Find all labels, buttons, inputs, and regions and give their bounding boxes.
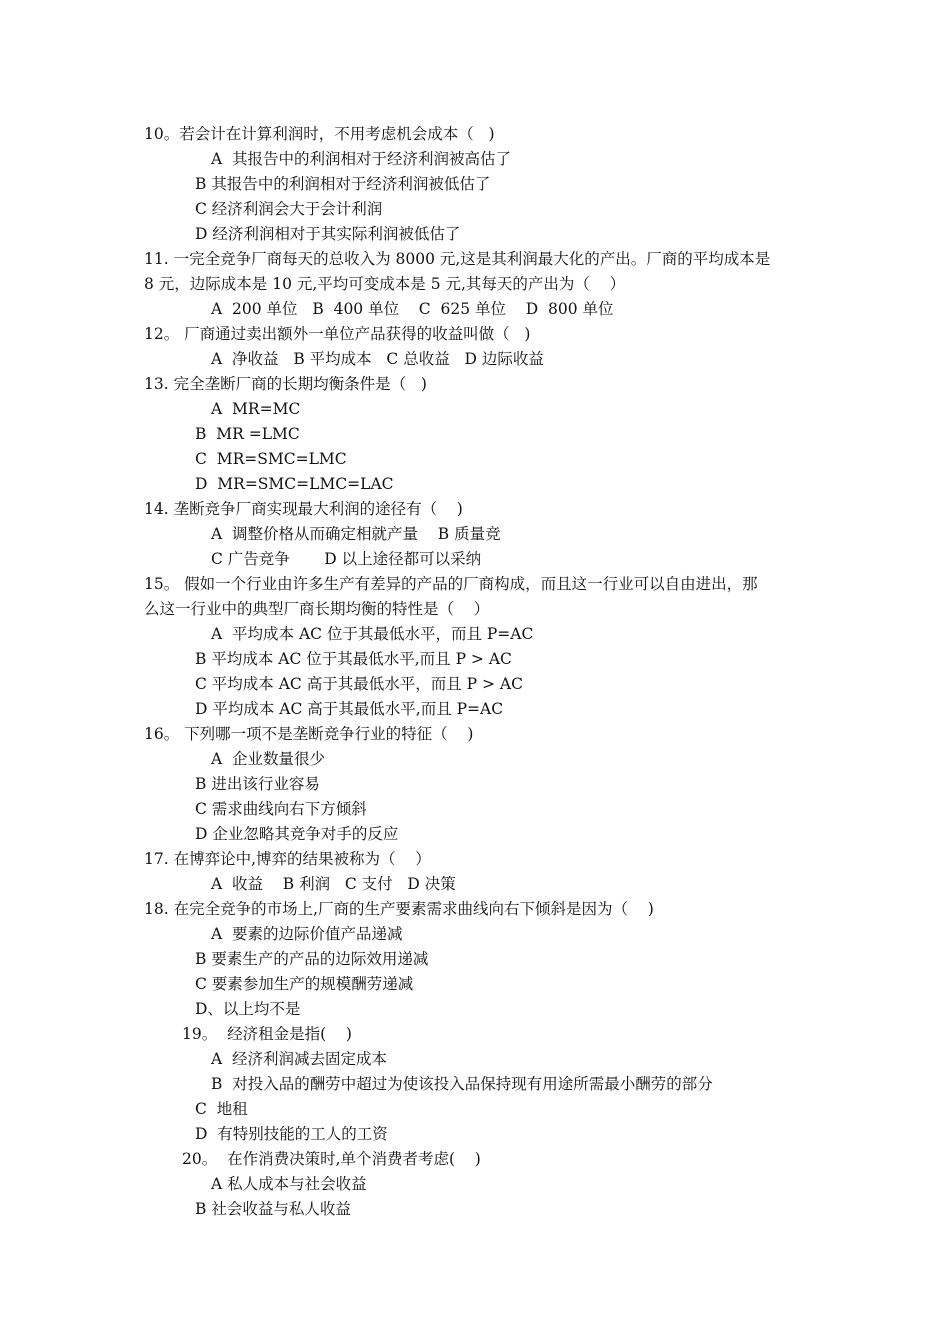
text-line: 17. 在博弈论中,博弈的结果被称为（ ） [144, 850, 431, 868]
text-line: 11. 一完全竞争厂商每天的总收入为 8000 元,这是其利润最大化的产出。厂商的平均成本是 [144, 250, 771, 268]
text-line: A 企业数量很少 [211, 750, 326, 768]
text-line: 20。 在作消费决策时,单个消费者考虑( ) [182, 1150, 481, 1168]
text-line: A 其报告中的利润相对于经济利润被高估了 [211, 150, 512, 168]
text-line: B 进出该行业容易 [195, 775, 320, 793]
text-line: B 平均成本 AC 位于其最低水平,而且 P > AC [195, 650, 512, 668]
text-line: C 需求曲线向右下方倾斜 [195, 800, 367, 818]
document-page [0, 122, 950, 1222]
text-line: B 对投入品的酬劳中超过为使该投入品保持现有用途所需最小酬劳的部分 [211, 1075, 713, 1093]
text-line: B 其报告中的利润相对于经济利润被低估了 [195, 175, 491, 193]
text-line: D 企业忽略其竞争对手的反应 [195, 825, 399, 843]
text-line: 10。若会计在计算利润时，不用考虑机会成本（ ) [144, 125, 495, 143]
text-line: C 地租 [195, 1100, 248, 1118]
text-line: A 调整价格从而确定相就产量 B 质量竞 [211, 525, 501, 543]
text-line: 19。 经济租金是指( ) [182, 1025, 352, 1043]
text-line: 么这一行业中的典型厂商长期均衡的特性是（ ） [144, 600, 490, 618]
text-line: 18. 在完全竞争的市场上,厂商的生产要素需求曲线向右下倾斜是因为（ ) [144, 900, 654, 918]
text-line: 8 元，边际成本是 10 元,平均可变成本是 5 元,其每天的产出为（ ） [144, 275, 626, 293]
text-line: C 要素参加生产的规模酬劳递减 [195, 975, 414, 993]
text-line: 12。 厂商通过卖出额外一单位产品获得的收益叫做（ ) [144, 325, 531, 343]
text-line: A 经济利润减去固定成本 [211, 1050, 388, 1068]
text-line: A 净收益 B 平均成本 C 总收益 D 边际收益 [211, 350, 544, 368]
text-line: 16。 下列哪一项不是垄断竞争行业的特征（ ) [144, 725, 474, 743]
text-line: D、以上均不是 [195, 1000, 301, 1018]
text-line: C 平均成本 AC 高于其最低水平，而且 P > AC [195, 675, 523, 693]
text-line: A 收益 B 利润 C 支付 D 决策 [211, 875, 456, 893]
text-line: D 有特别技能的工人的工资 [195, 1125, 388, 1143]
text-line: A 要素的边际价值产品递减 [211, 925, 403, 943]
text-line: C 经济利润会大于会计利润 [195, 200, 383, 218]
text-line: D 经济利润相对于其实际利润被低估了 [195, 225, 461, 243]
text-line: D 平均成本 AC 高于其最低水平,而且 P=AC [195, 700, 504, 718]
text-line: B MR =LMC [195, 425, 300, 443]
text-line: C 广告竞争 D 以上途径都可以采纳 [211, 550, 482, 568]
text-line: A MR=MC [211, 400, 301, 418]
text-line: 15。 假如一个行业由许多生产有差异的产品的厂商构成，而且这一行业可以自由进出，那 [144, 575, 758, 593]
text-line: C MR=SMC=LMC [195, 450, 347, 468]
text-line: 13. 完全垄断厂商的长期均衡条件是（ ) [144, 375, 427, 393]
text-line: A 平均成本 AC 位于其最低水平，而且 P=AC [211, 625, 534, 643]
text-line: B 要素生产的产品的边际效用递减 [195, 950, 429, 968]
text-line: B 社会收益与私人收益 [195, 1200, 351, 1218]
text-line: 14. 垄断竞争厂商实现最大利润的途径有（ ) [144, 500, 463, 518]
text-line: D MR=SMC=LMC=LAC [195, 475, 394, 493]
text-line: A 私人成本与社会收益 [211, 1175, 367, 1193]
text-line: A 200 单位 B 400 单位 C 625 单位 D 800 单位 [211, 300, 614, 318]
